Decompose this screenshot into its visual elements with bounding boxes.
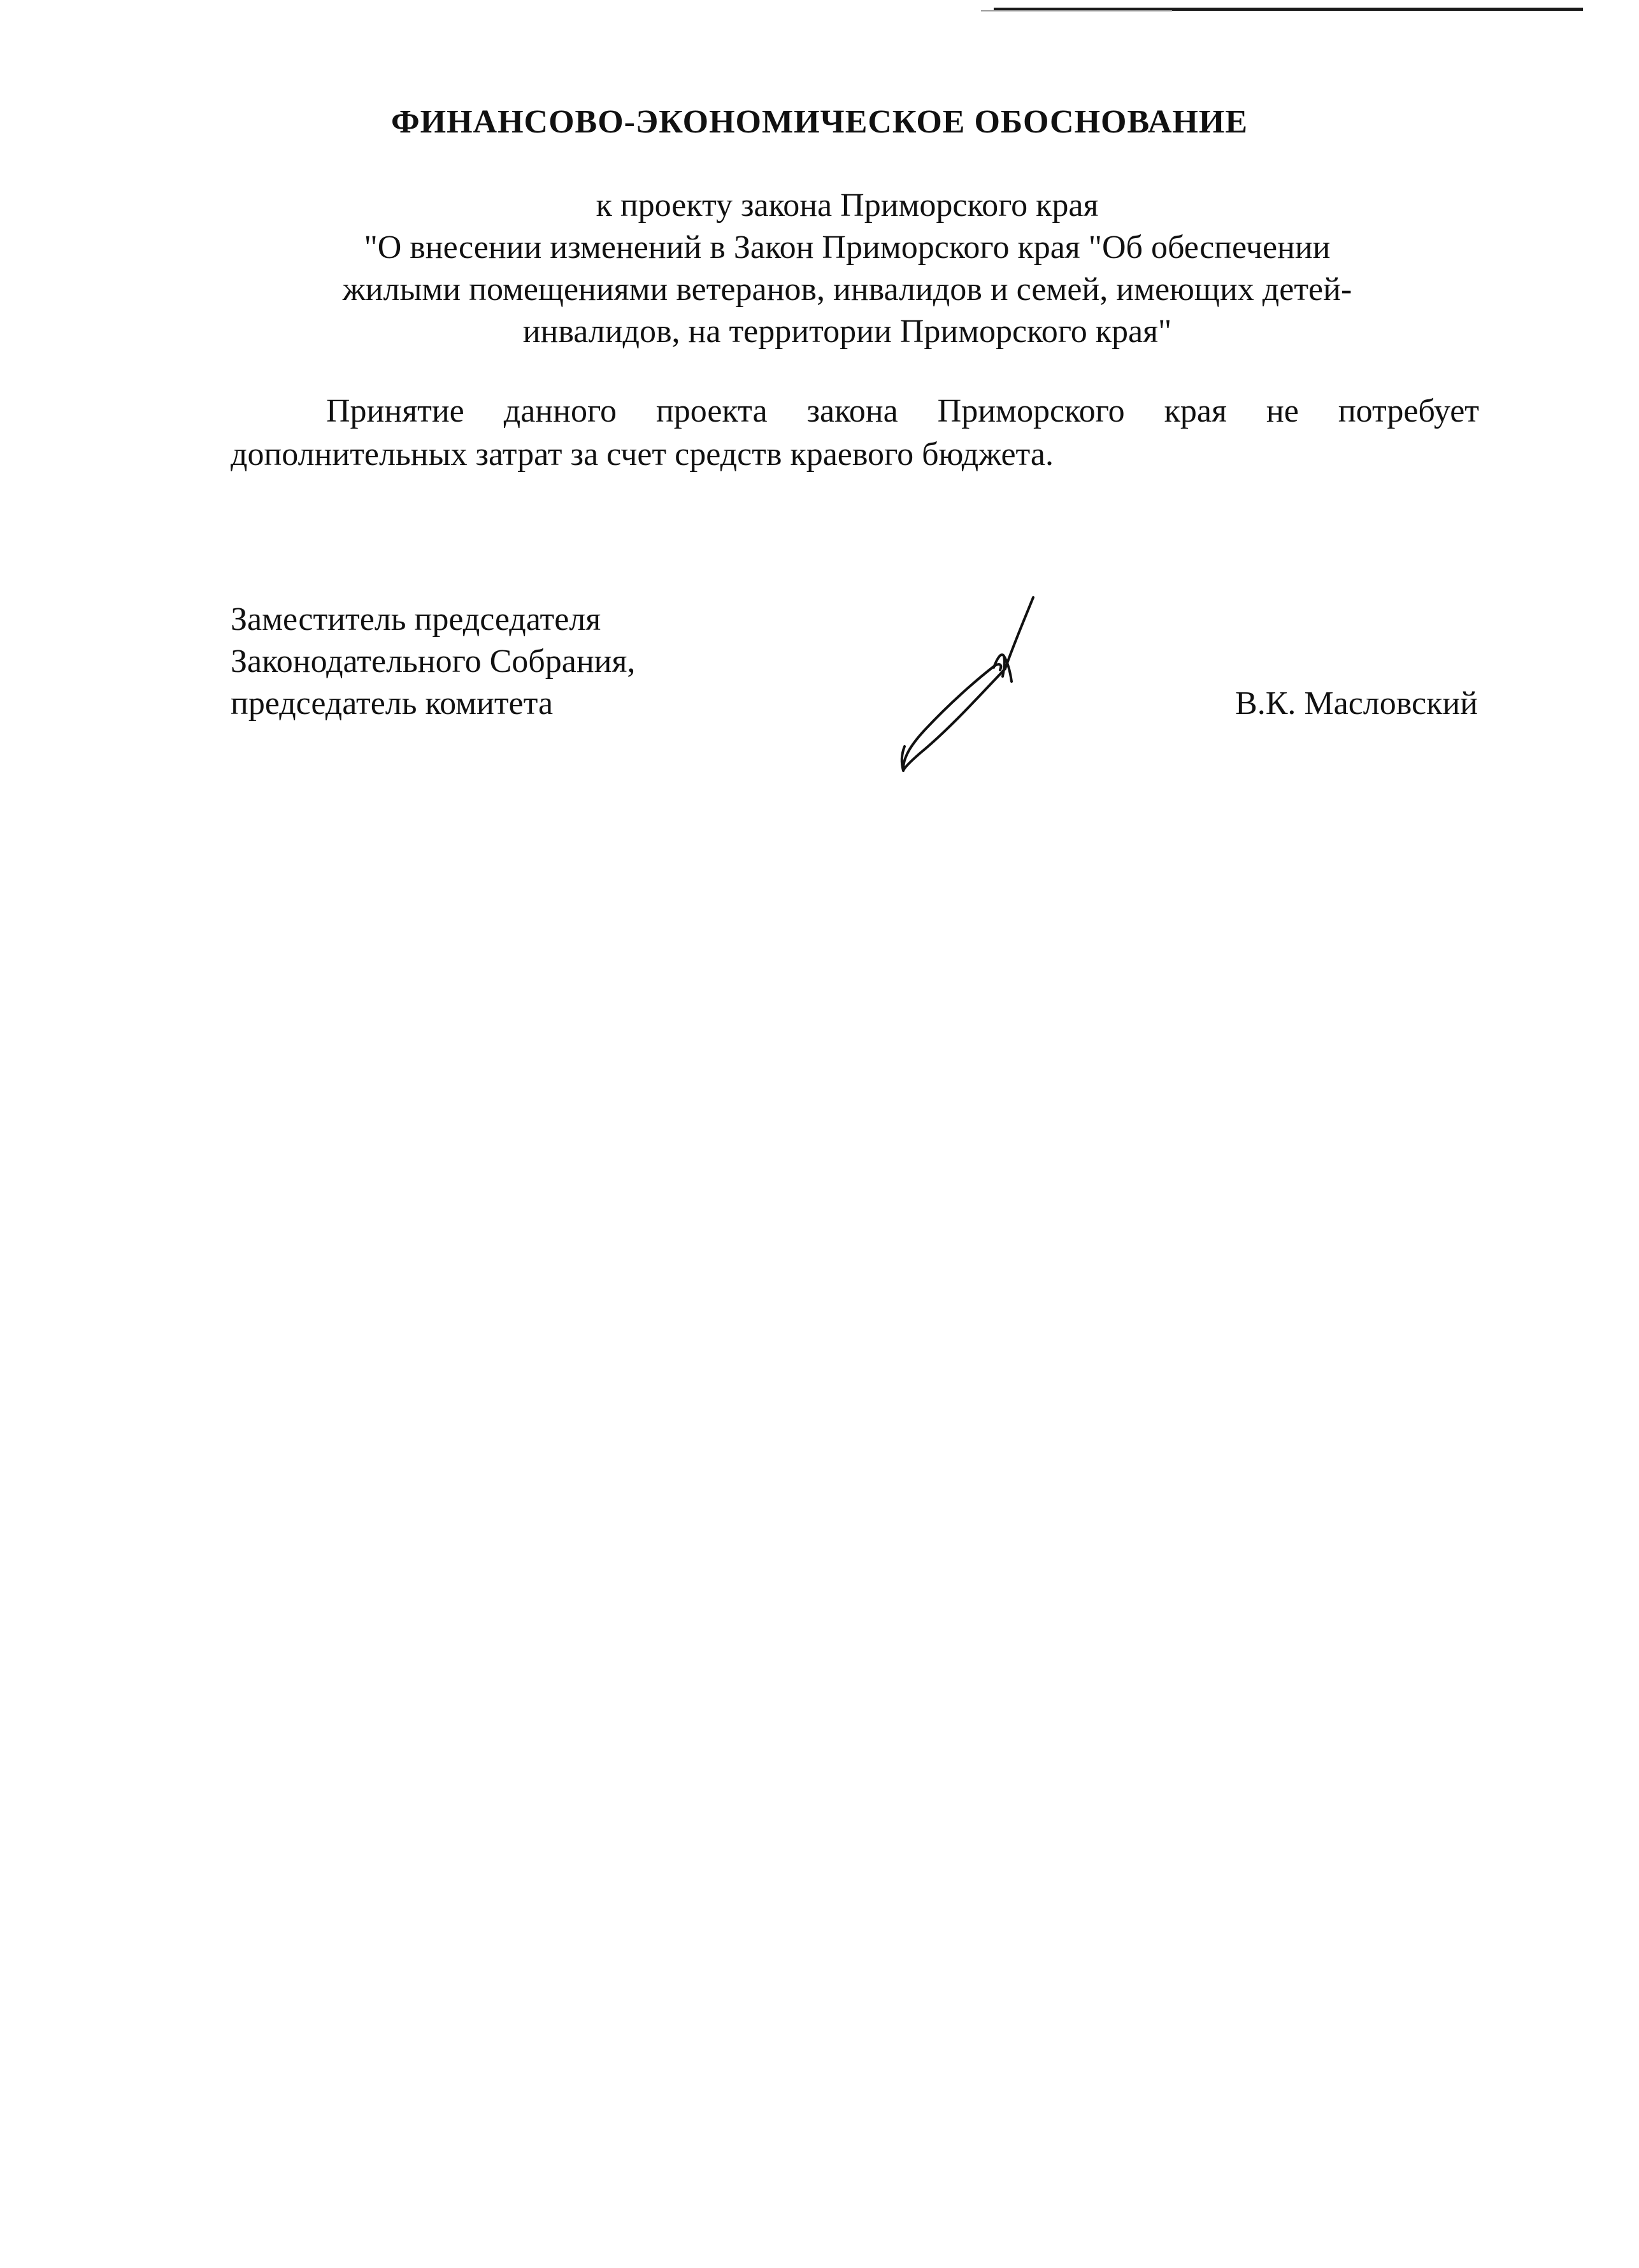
subtitle-line: инвалидов, на территории Приморского края" (522, 313, 1172, 350)
body-line: Принятие данного проекта закона Приморского края не потребует (326, 393, 1479, 429)
subtitle-line: "О внесении изменений в Закон Приморского края "Об обеспечении (364, 229, 1331, 266)
document-subtitle (242, 185, 1452, 353)
handwritten-signature (885, 586, 1051, 777)
subtitle-line: к проекту закона Приморского края (596, 187, 1099, 224)
signer-title (231, 599, 635, 725)
signer-title-line: Законодательного Собрания, (231, 643, 636, 680)
subtitle-line: жилыми помещениями ветеранов, инвалидов и семей, имеющих детей- (342, 271, 1352, 308)
body-line: дополнительных затрат за счет средств краевого бюджета. (231, 436, 1054, 473)
document-title: ФИНАНСОВО-ЭКОНОМИЧЕСКОЕ ОБОСНОВАНИЕ (390, 104, 1249, 140)
signer-title-line: председатель комитета (231, 685, 554, 722)
signer-title-line: Заместитель председателя (231, 601, 601, 638)
scan-artifact-line-faint (981, 10, 1172, 11)
body-paragraph (231, 390, 1479, 476)
signer-name: В.К. Масловский (1235, 685, 1478, 722)
